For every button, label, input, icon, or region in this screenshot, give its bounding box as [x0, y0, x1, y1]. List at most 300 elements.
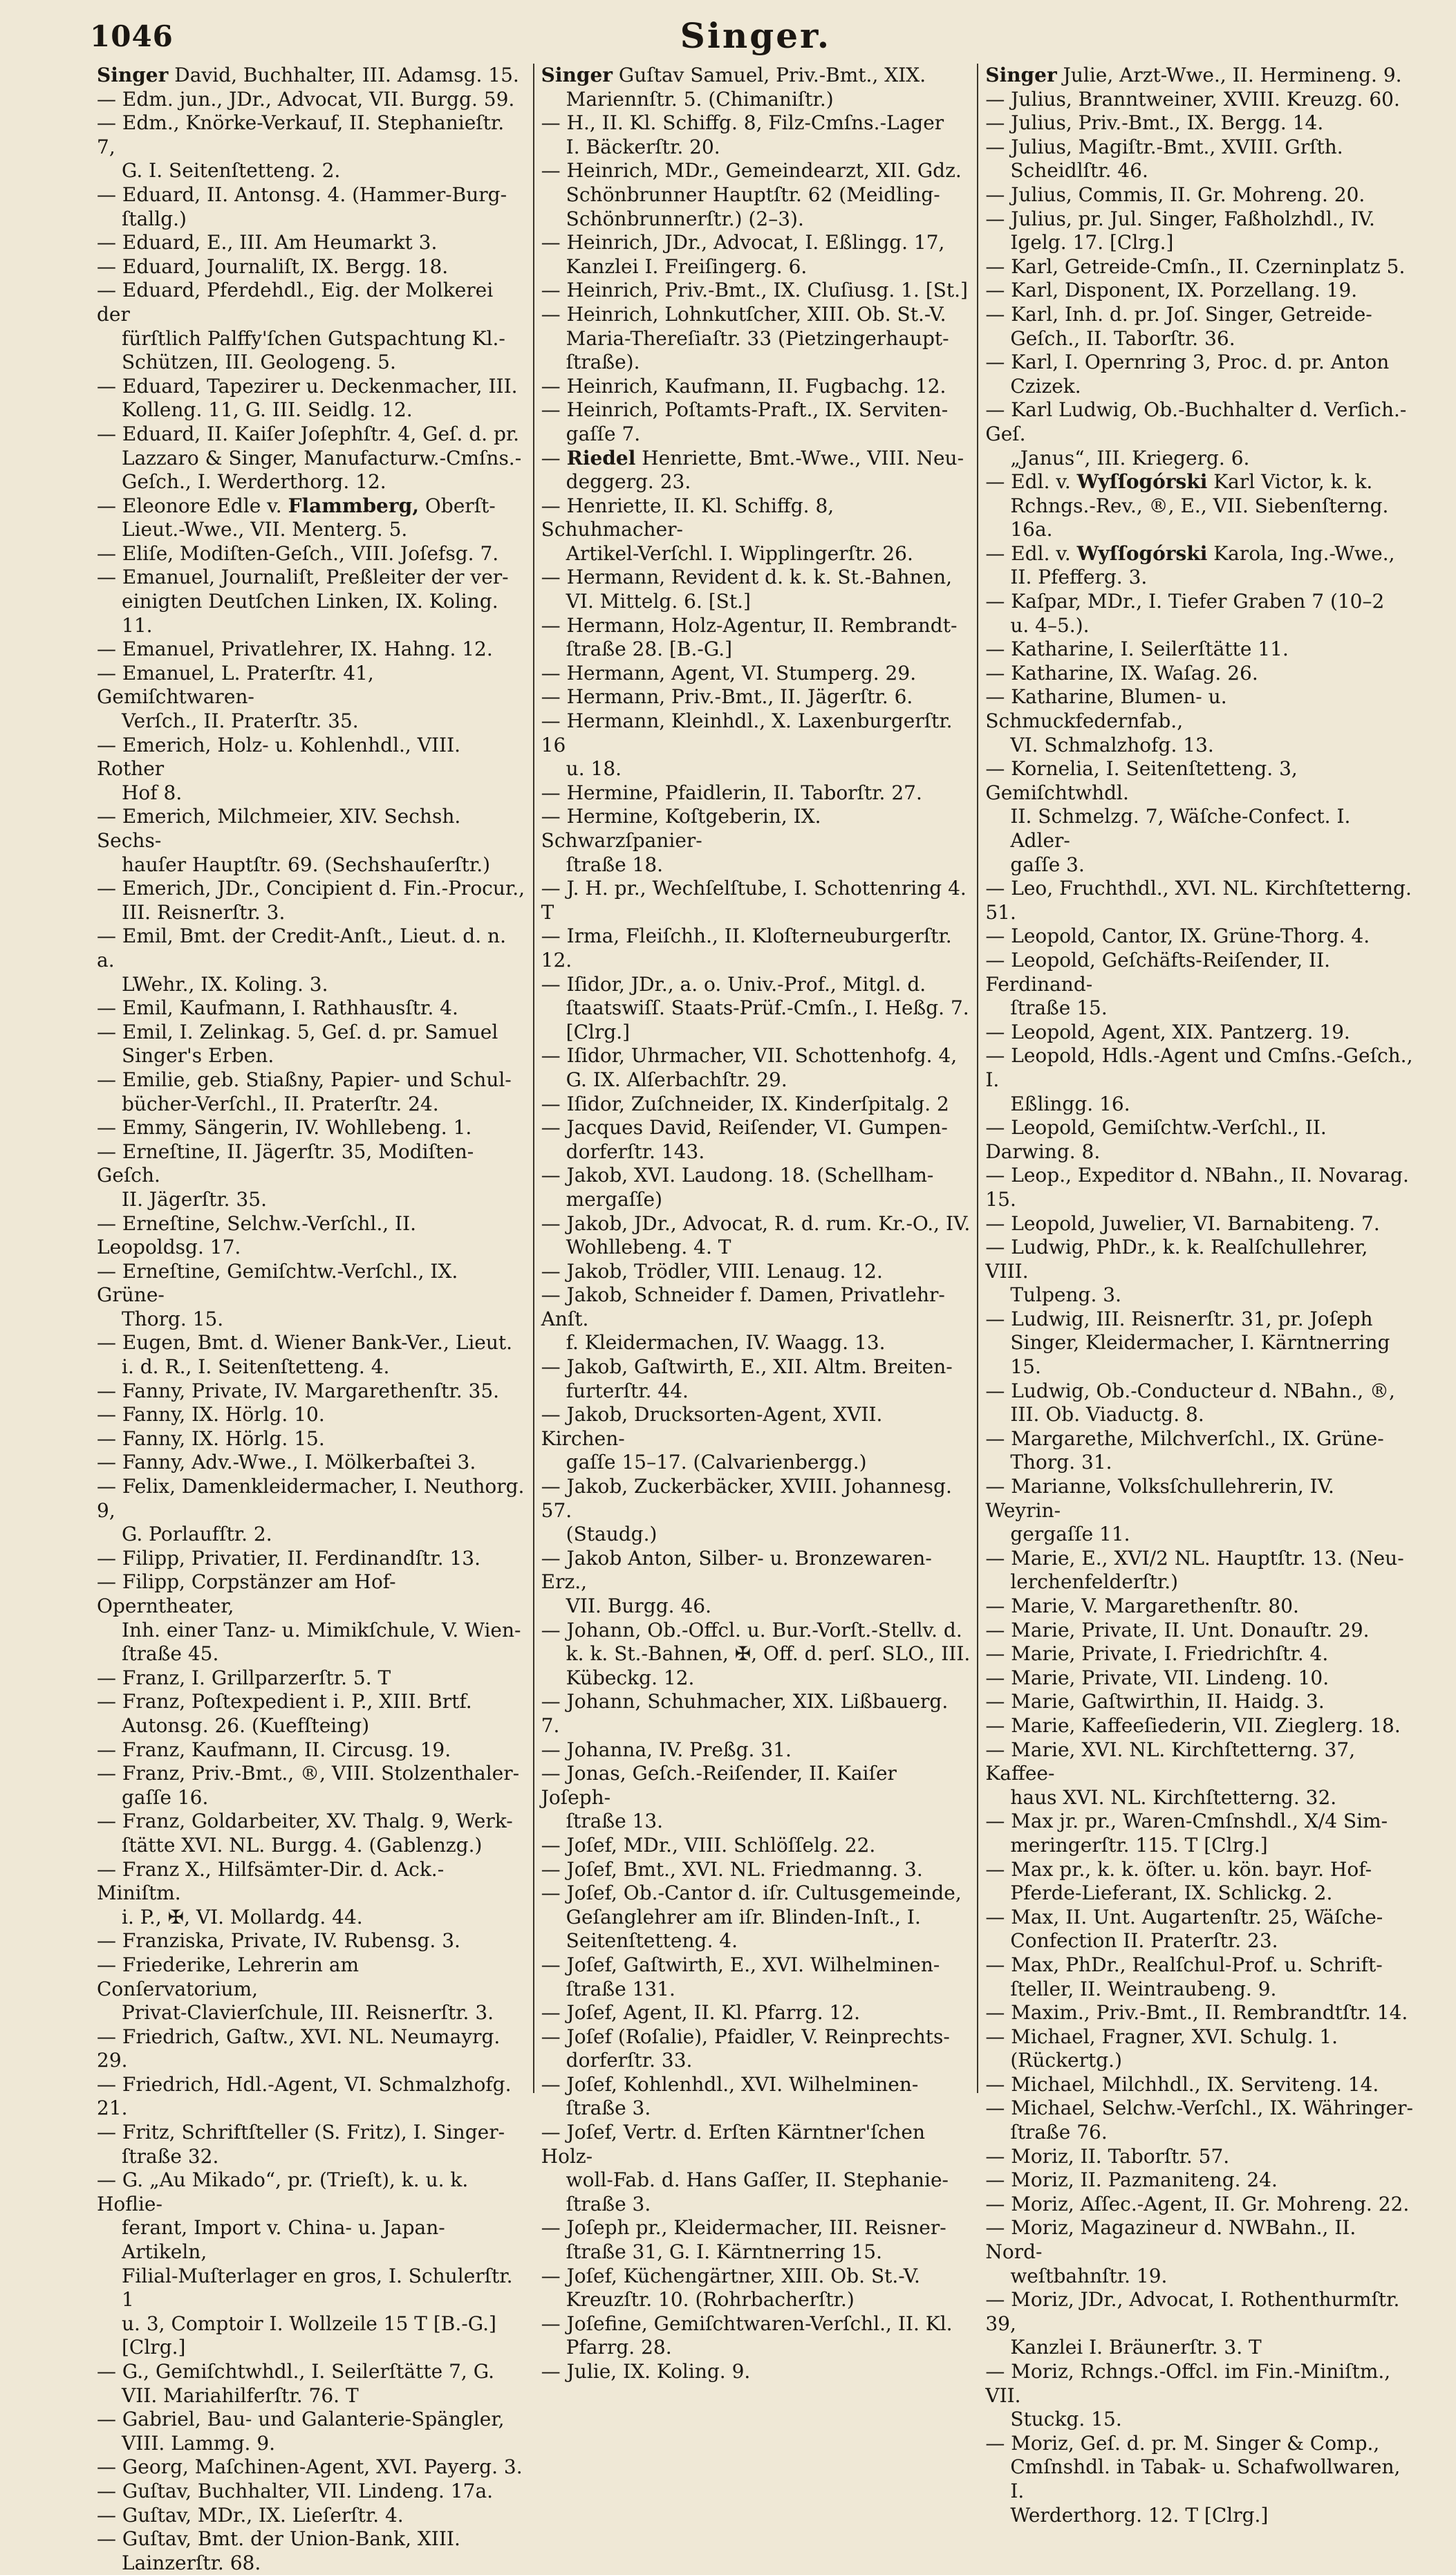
column-middle: [533, 64, 978, 2383]
entry-line: — Erneſtine, Gemiſchtw.-Verſchl., IX. Grüne-: [97, 1259, 458, 1307]
entry-continuation: Kübeckg. 12.: [566, 1666, 695, 1689]
entry-line: — Edm., Knörke-Verkauf, II. Stephanieſtr. 7,: [97, 111, 505, 158]
entry-line: Singer Julie, Arzt-Wwe., II. Hermineng. 9.: [985, 64, 1402, 86]
directory-entry: [97, 924, 526, 996]
directory-entry: [97, 2455, 526, 2480]
directory-entry: [97, 542, 526, 566]
entry-continuation: gaſſe 7.: [566, 422, 641, 445]
entry-line: — J. H. pr., Wechſelſtube, I. Schottenring 4. T: [541, 877, 967, 924]
entry-line: — Emanuel, Journaliſt, Preßleiter der ver-: [97, 566, 509, 589]
entry-continuation: gaſſe 3.: [1010, 853, 1085, 876]
entry-line: — Jakob, Gaſtwirth, E., XII. Altm. Breiten-: [541, 1355, 953, 1379]
entry-line: — Maxim., Priv.-Bmt., II. Rembrandtſtr. 14.: [985, 2001, 1408, 2025]
directory-entry: [97, 662, 526, 734]
entry-line: — Michael, Fragner, XVI. Schulg. 1.: [985, 2025, 1338, 2048]
directory-entry: [97, 1140, 526, 1212]
entry-line: — Eliſe, Modiſten-Geſch., VIII. Joſefsg. 7.: [97, 541, 499, 565]
entry-continuation: Kreuzſtr. 10. (Rohrbacherſtr.): [566, 2288, 855, 2312]
entry-line: — Katharine, I. Seilerſtätte 11.: [985, 638, 1289, 661]
directory-entry: [985, 2168, 1415, 2193]
entry-continuation: G. I. Seitenſtetteng. 2.: [122, 159, 341, 183]
entry-continuation: Kanzlei I. Bräunerſtr. 3. T: [1010, 2336, 1262, 2359]
entry-line: — Julius, pr. Jul. Singer, Faßholzhdl., IV.: [985, 207, 1375, 230]
directory-entry: [97, 996, 526, 1021]
entry-continuation: Thorg. 15.: [122, 1307, 224, 1330]
entry-line: — Iſidor, Uhrmacher, VII. Schottenhofg. 4,: [541, 1044, 958, 1068]
directory-entry: [541, 2073, 971, 2121]
entry-continuation: VIII. Lammg. 9.: [122, 2431, 276, 2455]
entry-line: — Jakob, XVI. Laudong. 18. (Schellham-: [541, 1164, 934, 1187]
entry-line: — Kaſpar, MDr., I. Tiefer Graben 7 (10–2: [985, 590, 1385, 613]
entry-line: — Franz, Goldarbeiter, XV. Thalg. 9, Werk-: [97, 1810, 513, 1833]
entry-line: — Eduard, Tapezirer u. Deckenmacher, III.: [97, 374, 518, 398]
entry-line: — Karl Ludwig, Ob.-Buchhalter d. Verſich.-Geſ.: [985, 398, 1407, 445]
directory-entry: [985, 638, 1415, 662]
directory-entry: [541, 1093, 971, 1117]
entry-continuation: G. IX. Alſerbachſtr. 29.: [566, 1068, 787, 1091]
directory-entry: [97, 2480, 526, 2504]
entry-line: — Marianne, Volksſchullehrerin, IV. Weyrin-: [985, 1475, 1334, 1522]
entry-continuation: weſtbahnſtr. 19.: [1010, 2264, 1168, 2287]
directory-entry: [97, 1068, 526, 1116]
entry-line: — Felix, Damenkleidermacher, I. Neuthorg. 9,: [97, 1475, 525, 1522]
entry-line: — Marie, Private, I. Friedrichſtr. 4.: [985, 1642, 1329, 1666]
entry-line: — Johann, Ob.-Offcl. u. Bur.-Vorſt.-Stellv. d.: [541, 1618, 962, 1642]
entry-line: — Fritz, Schriftſteller (S. Fritz), I. Singer-: [97, 2121, 505, 2144]
entry-line: — Emerich, Milchmeier, XIV. Sechsh. Sechs-: [97, 805, 461, 852]
entry-continuation: ſteller, II. Weintraubeng. 9.: [1010, 1977, 1277, 2000]
entry-line: — Joſeph pr., Kleidermacher, III. Reisner-: [541, 2216, 946, 2240]
directory-entry: [541, 1881, 971, 1953]
directory-entry: [541, 111, 971, 159]
directory-entry: [541, 1283, 971, 1355]
directory-entry: [985, 470, 1415, 542]
directory-entry: [97, 1690, 526, 1738]
entry-line: — Leopold, Agent, XIX. Pantzerg. 19.: [985, 1020, 1350, 1043]
directory-entry: [97, 877, 526, 924]
entry-continuation: hauſer Hauptſtr. 69. (Sechshauſerſtr.): [122, 853, 491, 876]
entry-continuation: Rchngs.-Rev., ®, E., VII. Siebenſterng. 16a.: [1010, 494, 1389, 541]
directory-entry: [985, 757, 1415, 877]
directory-entry: [985, 2073, 1415, 2097]
directory-entry: [985, 1858, 1415, 1906]
directory-entry: [541, 447, 971, 494]
directory-entry: [541, 1834, 971, 1858]
directory-entry: [97, 805, 526, 877]
entry-continuation: i. P., ✠, VI. Mollardg. 44.: [122, 1905, 363, 1928]
entry-line: — Margarethe, Milchverſchl., IX. Grüne-: [985, 1426, 1384, 1450]
entry-continuation: Artikel-Verſchl. I. Wipplingerſtr. 26.: [566, 541, 913, 565]
directory-entry: [985, 2001, 1415, 2025]
page-header: [90, 0, 1421, 64]
directory-entry: [97, 2360, 526, 2408]
entry-continuation: ſtaatswiſſ. Staats-Prüf.-Cmſn., I. Heßg. 7.: [566, 996, 969, 1020]
directory-entry: [985, 1116, 1415, 1164]
entry-continuation: ſtraße 45.: [122, 1642, 219, 1666]
directory-entry: [985, 542, 1415, 590]
entry-line: — Irma, Fleiſchh., II. Kloſterneuburgerſtr. 12.: [541, 924, 952, 972]
directory-entry: [541, 1355, 971, 1403]
entry-line: — Joſef, MDr., VIII. Schlöſſelg. 22.: [541, 1833, 876, 1857]
entry-continuation: ſtraße 18.: [566, 853, 664, 876]
entry-line: — Erneſtine, II. Jägerſtr. 35, Modiſten-Geſch.: [97, 1140, 474, 1187]
directory-entry: [541, 303, 971, 375]
entry-line: — Leopold, Cantor, IX. Grüne-Thorg. 4.: [985, 924, 1370, 948]
directory-entry: [985, 2193, 1415, 2217]
entry-line: — Emanuel, L. Praterſtr. 41, Gemiſchtwaren-: [97, 661, 374, 709]
entry-line: — Emerich, Holz- u. Kohlenhdl., VIII. Rother: [97, 733, 461, 781]
entry-line: — Eduard, E., III. Am Heumarkt 3.: [97, 231, 438, 254]
entry-continuation: Schönbrunnerſtr.) (2–3).: [566, 207, 804, 230]
directory-entry: [985, 1595, 1415, 1619]
directory-entry: [985, 88, 1415, 112]
entry-line: — Moriz, Rchngs.-Offcl. im Fin.-Miniſtm., VII.: [985, 2360, 1391, 2407]
entry-line: — Guſtav, Buchhalter, VII. Lindeng. 17a.: [97, 2479, 494, 2502]
entry-line: — Emerich, JDr., Concipient d. Fin.-Procur.,: [97, 877, 525, 900]
directory-entry: [541, 1403, 971, 1475]
entry-line: — Riedel Henriette, Bmt.-Wwe., VIII. Neu-: [541, 446, 964, 470]
entry-line: — Karl, Getreide-Cmſn., II. Czerninplatz 5.: [985, 254, 1406, 278]
entry-continuation: Lieut.-Wwe., VII. Menterg. 5.: [122, 518, 408, 541]
entry-line: — Eleonore Edle v. Flammberg, Oberſt-: [97, 494, 496, 517]
entry-line: — Jakob, JDr., Advocat, R. d. rum. Kr.-O., IV.: [541, 1211, 971, 1235]
directory-entry: [985, 2288, 1415, 2360]
entry-continuation: f. Kleidermachen, IV. Waagg. 13.: [566, 1331, 886, 1355]
entry-line: — Max, II. Unt. Augartenſtr. 25, Wäſche-: [985, 1905, 1383, 1928]
directory-entry: [541, 662, 971, 686]
entry-continuation: Singer's Erben.: [122, 1044, 274, 1068]
entry-line: — Hermann, Holz-Agentur, II. Rembrandt-: [541, 613, 958, 637]
directory-entry: [985, 662, 1415, 686]
entry-line: — Jakob, Trödler, VIII. Lenaug. 12.: [541, 1259, 883, 1283]
entry-continuation: Mariennſtr. 5. (Chimaniſtr.): [566, 87, 834, 111]
entry-line: — Jonas, Geſch.-Reiſender, II. Kaiſer Joſeph-: [541, 1762, 897, 1809]
entry-line: — Gabriel, Bau- und Galanterie-Spängler,: [97, 2408, 505, 2431]
directory-entry: [97, 2025, 526, 2073]
entry-line: — Leopold, Geſchäfts-Reiſender, II. Ferdinand-: [985, 948, 1331, 996]
entry-line: — Joſef, Bmt., XVI. NL. Friedmanng. 3.: [541, 1857, 923, 1881]
entry-line: — Moriz, II. Taborſtr. 57.: [985, 2144, 1230, 2168]
directory-entry: [541, 1953, 971, 2001]
entry-line: — Hermann, Revident d. k. k. St.-Bahnen,: [541, 566, 953, 589]
entry-line: — Fanny, Adv.-Wwe., I. Mölkerbaſtei 3.: [97, 1451, 476, 1474]
directory-entry: [541, 1690, 971, 1738]
directory-entry: [985, 1642, 1415, 1666]
entry-line: — Marie, Private, II. Unt. Donauſtr. 29.: [985, 1618, 1370, 1642]
entry-continuation: Cmſnshdl. in Tabak- u. Schafwollwaren, I.: [1010, 2455, 1401, 2502]
directory-entry: [541, 1044, 971, 1092]
directory-entry: [985, 111, 1415, 136]
entry-line: — Leo, Fruchthdl., XVI. NL. Kirchſtetterng. 51.: [985, 877, 1412, 924]
entry-line: — Fanny, IX. Hörlg. 15.: [97, 1426, 325, 1450]
entry-continuation: Wohllebeng. 4. T: [566, 1236, 731, 1259]
entry-line: — Marie, V. Margarethenſtr. 80.: [985, 1595, 1299, 1617]
entry-line: — Iſidor, Zuſchneider, IX. Kinderſpitalg. 2: [541, 1092, 949, 1115]
entry-continuation: Schützen, III. Geologeng. 5.: [122, 351, 396, 374]
entry-line: — Eduard, Pferdehdl., Eig. der Molkerei der: [97, 279, 494, 326]
directory-entry: [985, 2360, 1415, 2432]
entry-continuation: ſtraße 28. [B.-G.]: [566, 638, 733, 661]
entry-line: — Jacques David, Reiſender, VI. Gumpen-: [541, 1116, 948, 1140]
entry-line: — Eugen, Bmt. d. Wiener Bank-Ver., Lieut.: [97, 1331, 513, 1355]
entry-continuation: Maria-Thereſiaſtr. 33 (Pietzingerhaupt-: [566, 326, 949, 350]
entry-line: — Ludwig, Ob.-Conducteur d. NBahn., ®,: [985, 1379, 1395, 1402]
entry-line: — Karl, Disponent, IX. Porzellang. 19.: [985, 279, 1358, 302]
directory-entry: [985, 1690, 1415, 1714]
entry-line: — Leopold, Juwelier, VI. Barnabiteng. 7.: [985, 1211, 1380, 1235]
entry-line: — Joſef, Gaſtwirth, E., XVI. Wilhelminen-: [541, 1953, 940, 1976]
entry-continuation: „Janus“, III. Kriegerg. 6.: [1010, 446, 1250, 470]
directory-entry: [541, 709, 971, 781]
entry-line: — Heinrich, JDr., Advocat, I. Eßlingg. 17,: [541, 231, 945, 254]
directory-entry: [97, 1810, 526, 1857]
entry-line: — Moriz, Aſſec.-Agent, II. Gr. Mohreng. 22.: [985, 2192, 1410, 2215]
directory-entry: [541, 2001, 971, 2025]
entry-continuation: II. Jägerſtr. 35.: [122, 1187, 267, 1211]
entry-line: — Marie, XVI. NL. Kirchſtetterng. 37, Kaffee-: [985, 1738, 1356, 1785]
directory-entry: [97, 183, 526, 231]
entry-continuation: Hof 8.: [122, 781, 183, 804]
directory-entry: [97, 2504, 526, 2528]
column-right: [977, 64, 1421, 2527]
directory-entry: [97, 1260, 526, 1332]
entry-line: — Hermann, Priv.-Bmt., II. Jägerſtr. 6.: [541, 685, 913, 709]
page-title: Singer.: [680, 15, 832, 56]
directory-entry: [97, 566, 526, 638]
entry-line: — Emmy, Sängerin, IV. Wohllebeng. 1.: [97, 1116, 472, 1140]
entry-continuation: Pfarrg. 28.: [566, 2336, 672, 2359]
entry-continuation: Schönbrunner Hauptſtr. 62 (Meidling-: [566, 183, 940, 206]
directory-entry: [97, 1403, 526, 1427]
directory-entry: [97, 1762, 526, 1810]
directory-entry: [985, 1906, 1415, 1953]
entry-continuation: mergaſſe): [566, 1187, 663, 1211]
entry-line: Singer Guſtav Samuel, Priv.-Bmt., XIX.: [541, 64, 926, 86]
directory-entry: [541, 566, 971, 613]
entry-line: — Karl, I. Opernring 3, Proc. d. pr. Anton: [985, 351, 1390, 374]
directory-entry: [97, 1953, 526, 2025]
entry-continuation: Confection II. Praterſtr. 23.: [1010, 1929, 1278, 1953]
entry-line: — Franz X., Hilfsämter-Dir. d. Ack.-Miniſtm.: [97, 1857, 445, 1905]
directory-entry: [541, 398, 971, 446]
entry-line: — Emanuel, Privatlehrer, IX. Hahng. 12.: [97, 638, 493, 661]
directory-entry: [985, 2432, 1415, 2527]
entry-line: — Julius, Priv.-Bmt., IX. Bergg. 14.: [985, 111, 1324, 135]
entry-continuation: Czizek.: [1010, 374, 1081, 398]
entry-line: — Hermann, Kleinhdl., X. Laxenburgerſtr. 16: [541, 709, 953, 756]
entry-line: — Moriz, JDr., Advocat, I. Rothenthurmſtr. 39,: [985, 2288, 1400, 2335]
directory-entry: [985, 1547, 1415, 1595]
directory-entry: [541, 2312, 971, 2360]
entry-line: — Marie, Private, VII. Lindeng. 10.: [985, 1666, 1329, 1689]
entry-line: — Heinrich, Kaufmann, II. Fugbachg. 12.: [541, 374, 946, 398]
entry-continuation: i. d. R., I. Seitenſtetteng. 4.: [122, 1355, 390, 1379]
directory-entry: [985, 1236, 1415, 1308]
entry-line: — Edl. v. Wyſſogórski Karola, Ing.-Wwe.,: [985, 541, 1395, 565]
entry-continuation: III. Ob. Viaductg. 8.: [1010, 1403, 1204, 1426]
entry-line: — Kornelia, I. Seitenſtetteng. 3, Gemiſchtwhdl.: [985, 757, 1298, 804]
directory-entry: [97, 1427, 526, 1451]
entry-line: — Edl. v. Wyſſogórski Karl Victor, k. k.: [985, 470, 1373, 494]
entry-continuation: u. 18.: [566, 757, 622, 781]
entry-line: — Max jr. pr., Waren-Cmſnshdl., X/4 Sim-: [985, 1810, 1388, 1833]
entry-continuation: VI. Mittelg. 6. [St.]: [566, 590, 751, 613]
entry-line: — Jakob, Zuckerbäcker, XVIII. Johannesg. 57.: [541, 1475, 952, 1522]
entry-line: — Henriette, II. Kl. Schiffg. 8, Schuhmacher-: [541, 494, 834, 541]
directory-entry: [541, 877, 971, 924]
directory-entry: [541, 1164, 971, 1211]
directory-entry: [97, 1021, 526, 1068]
entry-line: — Franziska, Private, IV. Rubensg. 3.: [97, 1929, 460, 1953]
directory-entry: [97, 1547, 526, 1571]
directory-entry: [985, 949, 1415, 1021]
directory-entry: [541, 2265, 971, 2312]
entry-continuation: ſtallg.): [122, 207, 187, 230]
entry-line: — Emil, Kaufmann, I. Rathhausſtr. 4.: [97, 996, 458, 1020]
entry-continuation: ferant, Import v. China- u. Japan-Artikeln,: [122, 2216, 445, 2264]
entry-continuation: Lainzerſtr. 68.: [122, 2551, 261, 2574]
directory-entry: [541, 781, 971, 806]
entry-continuation: Inh. einer Tanz- u. Mimikſchule, V. Wien-: [122, 1618, 521, 1642]
entry-continuation: woll-Fab. d. Hans Gaſſer, II. Stephanie-: [566, 2168, 949, 2192]
directory-entry: [541, 1212, 971, 1260]
directory-entry: [985, 685, 1415, 757]
directory-entry: [985, 1427, 1415, 1475]
entry-line: — Jakob, Drucksorten-Agent, XVII. Kirchen-: [541, 1403, 883, 1450]
entry-continuation: Geſch., II. Taborſtr. 36.: [1010, 326, 1235, 350]
directory-entry: [985, 924, 1415, 949]
entry-line: — Marie, Gaſtwirthin, II. Haidg. 3.: [985, 1690, 1325, 1713]
entry-continuation: deggerg. 23.: [566, 470, 691, 494]
entry-continuation: Igelg. 17. [Clrg.]: [1010, 231, 1174, 254]
entry-line: — Joſef, Vertr. d. Erſten Kärntner'ſchen Holz-: [541, 2121, 926, 2168]
entry-continuation: II. Schmelzg. 7, Wäſche-Confect. I. Adler-: [1010, 805, 1351, 852]
directory-entry: [97, 1666, 526, 1691]
directory-entry: [985, 1666, 1415, 1691]
directory-entry: [97, 1570, 526, 1666]
entry-line: — Friederike, Lehrerin am Conſervatorium,: [97, 1953, 360, 2000]
entry-continuation: Eßlingg. 16.: [1010, 1092, 1130, 1115]
entry-continuation: bücher-Verſchl., II. Praterſtr. 24.: [122, 1092, 439, 1115]
directory-entry: [541, 805, 971, 877]
entry-continuation: VII. Burgg. 46.: [566, 1595, 711, 1617]
directory-entry: [985, 1619, 1415, 1643]
entry-line: — Joſef (Roſalie), Pfaidler, V. Reinprechts-: [541, 2025, 950, 2048]
directory-entry: [985, 1044, 1415, 1116]
directory-entry: [541, 1858, 971, 1882]
entry-continuation: VI. Schmalzhofg. 13.: [1010, 733, 1214, 756]
entry-continuation: (Staudg.): [566, 1523, 657, 1546]
entry-continuation: gaſſe 15–17. (Calvarienbergg.): [566, 1451, 867, 1474]
entry-line: — Filipp, Corpstänzer am Hof-Operntheater,: [97, 1570, 396, 1617]
entry-line: — Leopold, Hdls.-Agent und Cmſns.-Geſch., I.: [985, 1044, 1413, 1091]
entry-line: — Karl, Inh. d. pr. Joſ. Singer, Getreide-: [985, 302, 1372, 326]
entry-line: — Moriz, Magazineur d. NWBahn., II. Nord-: [985, 2216, 1356, 2264]
entry-continuation: u. 4–5.).: [1010, 613, 1090, 637]
entry-continuation: ſtraße 15.: [1010, 996, 1108, 1020]
entry-continuation: Kanzlei I. Freiſingerg. 6.: [566, 254, 808, 278]
entry-line: — Franz, Poſtexpedient i. P., XIII. Brtf.: [97, 1690, 472, 1713]
entry-line: — Fanny, Private, IV. Margarethenſtr. 35.: [97, 1379, 500, 1402]
entry-line: — Julius, Branntweiner, XVIII. Kreuzg. 60.: [985, 87, 1400, 111]
directory-entry: [985, 255, 1415, 279]
directory-entry: [541, 2121, 971, 2216]
entry-continuation: LWehr., IX. Koling. 3.: [122, 972, 328, 996]
entry-line: — Eduard, II. Kaiſer Joſephſtr. 4, Geſ. d. pr.: [97, 422, 520, 445]
directory-entry: [97, 2121, 526, 2168]
directory-entry: [541, 2360, 971, 2384]
directory-entry: [97, 422, 526, 494]
directory-entry: [541, 1116, 971, 1164]
directory-entry: [541, 231, 971, 279]
directory-entry: [985, 2216, 1415, 2288]
directory-entry: [985, 2145, 1415, 2169]
entry-continuation: [Clrg.]: [566, 1020, 631, 1043]
entry-line: — Joſef, Ob.-Cantor d. iſr. Cultusgemeinde,: [541, 1881, 962, 1905]
directory-entry: [541, 685, 971, 709]
directory-entry: [97, 279, 526, 374]
entry-line: — Friedrich, Gaſtw., XVI. NL. Neumayrg. 29.: [97, 2025, 501, 2072]
entry-continuation: ſtraße 131.: [566, 1977, 675, 2000]
directory-entry: [97, 64, 526, 88]
directory-entry: [541, 279, 971, 303]
entry-line: — Katharine, IX. Waſag. 26.: [985, 661, 1258, 685]
entry-line: — H., II. Kl. Schiffg. 8, Filz-Cmſns.-Lager: [541, 111, 944, 135]
page-number: 1046: [90, 19, 174, 53]
entry-continuation: ſtraße 13.: [566, 1810, 664, 1833]
entry-line: — Franz, Priv.-Bmt., ®, VIII. Stolzenthaler-: [97, 1762, 520, 1785]
directory-entry: [541, 494, 971, 566]
entry-line: — Julie, IX. Koling. 9.: [541, 2360, 751, 2383]
directory-columns: [90, 64, 1421, 2574]
entry-continuation: Thorg. 31.: [1010, 1451, 1112, 1474]
entry-continuation: dorferſtr. 143.: [566, 1140, 705, 1163]
entry-line: — Max, PhDr., Realſchul-Prof. u. Schrift-: [985, 1953, 1383, 1976]
entry-line: — Eduard, Journaliſt, IX. Bergg. 18.: [97, 254, 449, 278]
entry-line: — Ludwig, PhDr., k. k. Realſchullehrer, VIII.: [985, 1236, 1368, 1283]
entry-continuation: Stuckg. 15.: [1010, 2408, 1122, 2431]
directory-entry: [985, 877, 1415, 924]
directory-entry: [97, 2408, 526, 2455]
entry-continuation: furterſtr. 44.: [566, 1379, 689, 1402]
directory-entry: [97, 2168, 526, 2360]
directory-entry: [985, 183, 1415, 207]
entry-line: — Eduard, II. Antonsg. 4. (Hammer-Burg-: [97, 183, 507, 206]
directory-entry: [541, 973, 971, 1045]
entry-line: — Jakob, Schneider f. Damen, Privatlehr-Anſt.: [541, 1283, 945, 1330]
directory-entry: [97, 231, 526, 255]
directory-entry: [97, 375, 526, 422]
directory-entry: [985, 279, 1415, 303]
entry-continuation: meringerſtr. 115. T [Clrg.]: [1010, 1833, 1268, 1857]
entry-continuation: ſtraße 31, G. I. Kärntnerring 15.: [566, 2240, 882, 2264]
entry-continuation: Werderthorg. 12. T [Clrg.]: [1010, 2503, 1269, 2527]
entry-line: — Moriz, Geſ. d. pr. M. Singer & Comp.,: [985, 2431, 1380, 2455]
entry-continuation: u. 3, Comptoir I. Wollzeile 15 T [B.-G.] [Clrg.]: [122, 2312, 496, 2359]
entry-line: — Joſef, Küchengärtner, XIII. Ob. St.-V.: [541, 2264, 920, 2287]
directory-entry: [985, 590, 1415, 638]
entry-continuation: ſtraße).: [566, 351, 640, 374]
entry-continuation: dorferſtr. 33.: [566, 2049, 693, 2072]
entry-line: — Julius, Commis, II. Gr. Mohreng. 20.: [985, 183, 1365, 206]
directory-entry: [541, 1762, 971, 1834]
directory-entry: [985, 1212, 1415, 1236]
directory-entry: [985, 303, 1415, 351]
entry-continuation: III. Reisnerſtr. 3.: [122, 900, 286, 924]
directory-entry: [97, 2527, 526, 2575]
entry-line: — Georg, Maſchinen-Agent, XVI. Payerg. 3.: [97, 2455, 523, 2479]
entry-line: — Jakob Anton, Silber- u. Bronzewaren-Erz.,: [541, 1546, 932, 1594]
